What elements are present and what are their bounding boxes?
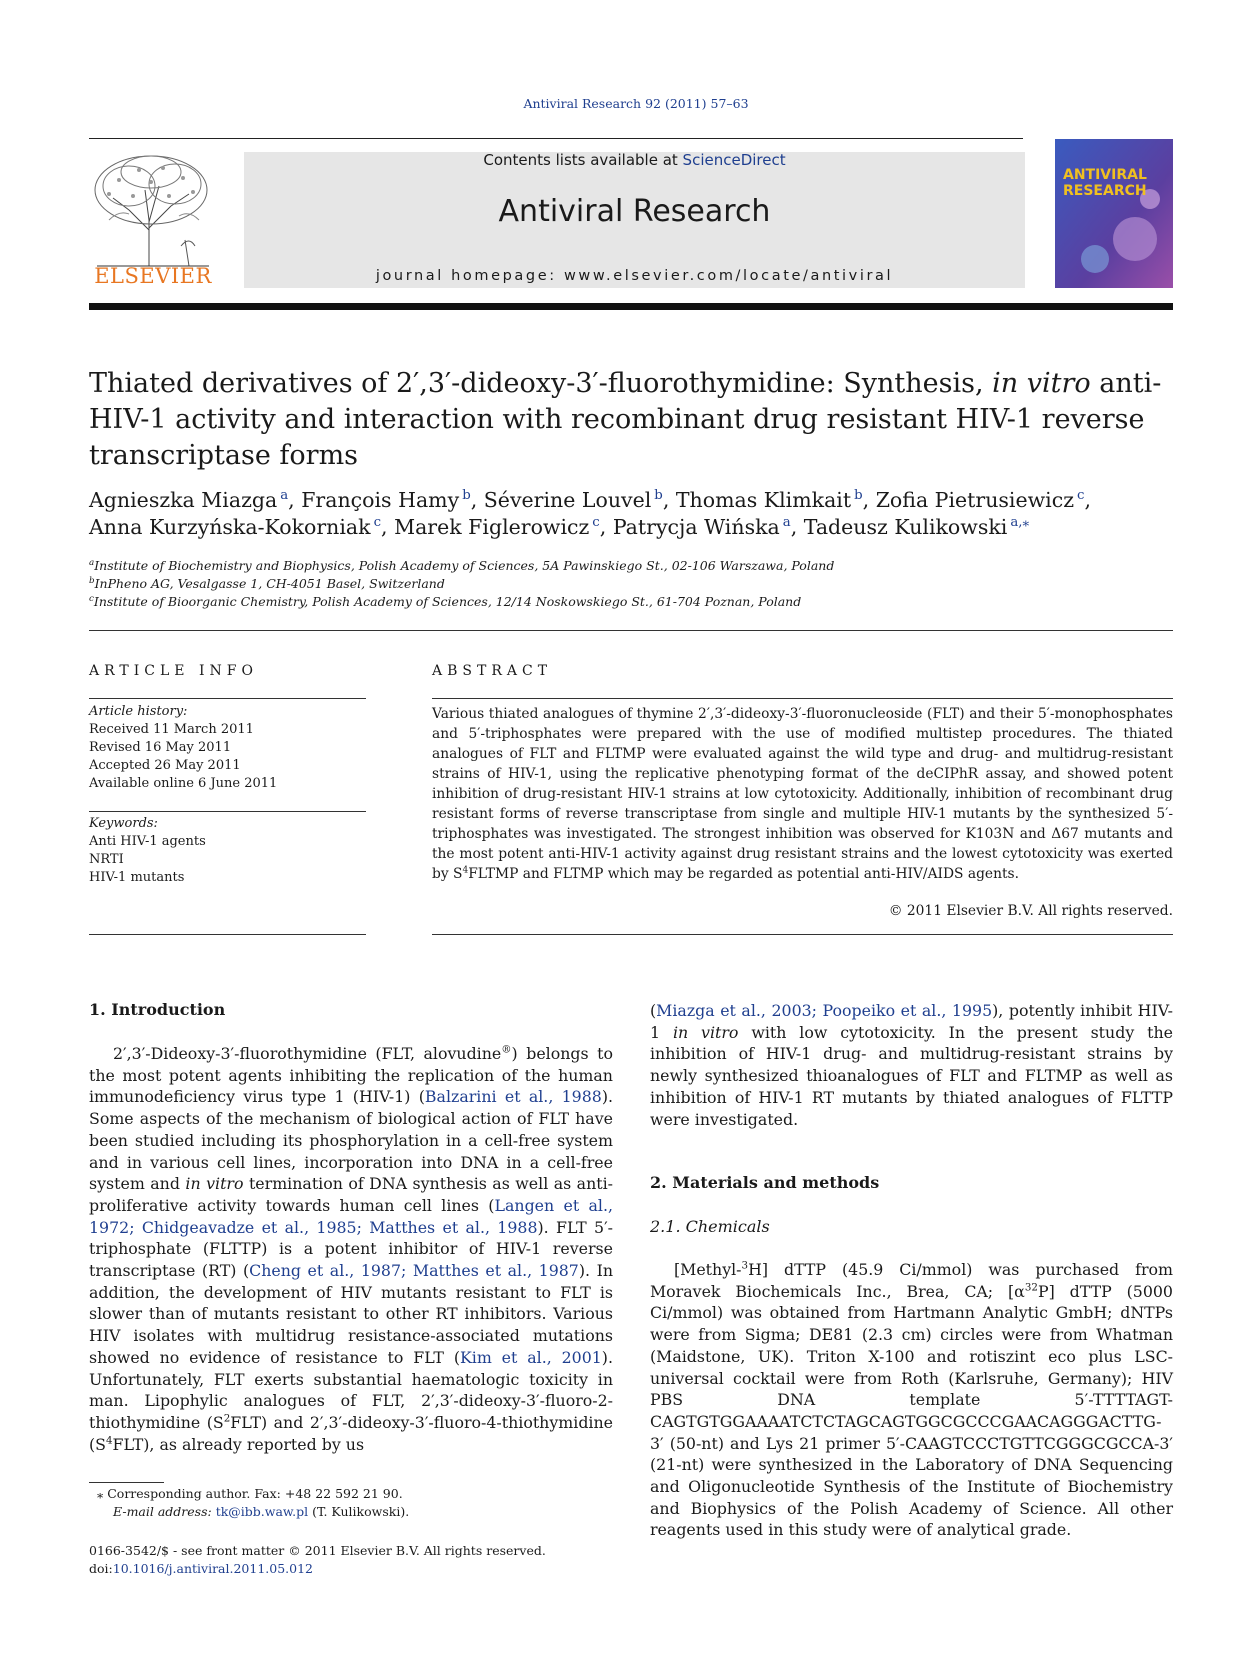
journal-cover-image [1055, 139, 1173, 288]
corresponding-author-marker[interactable]: ⁎ [1022, 515, 1030, 531]
author-separator: , [1084, 488, 1092, 512]
article-info-rule [89, 698, 366, 699]
cover-title-line2: RESEARCH [1063, 183, 1147, 199]
footnote-rule [89, 1482, 164, 1483]
author-affiliation-marker[interactable]: c [373, 515, 382, 531]
affiliation-key: a [89, 557, 95, 568]
article-history [89, 703, 366, 793]
affiliation-text: Institute of Biochemistry and Biophysics, Polish Academy of Sciences, 5A Pawinskiego St., 02-106 Warszawa, Poland [94, 558, 835, 573]
keyword-item: NRTI [89, 852, 124, 867]
abstract-end-rule [432, 934, 1173, 935]
author-separator: , [599, 515, 613, 539]
introduction-continued-paragraph: (Miazga et al., 2003; Poopeiko et al., 1995), potently inhibit HIV-1 in vitro with low cytotoxicity. In the present study the inhibition of HIV-1 drug- and multidrug-resistant strains by newly synthesized thioanalogues of FLT and FLTMP as well as inhibition of HIV-1 RT mutants by thiated analogues of FLTTP were investigated. [650, 1001, 1173, 1129]
author-name: Agnieszka Miazga [89, 488, 278, 512]
doi-link[interactable]: 10.1016/j.antiviral.2011.05.012 [112, 1561, 314, 1576]
methods-heading: 2. Materials and methods [650, 1173, 880, 1192]
author-separator: , [862, 488, 876, 512]
author-affiliation-marker[interactable]: c [592, 515, 600, 531]
article-title: Thiated derivatives of 2′,3′-dideoxy-3′-fluorothymidine: Synthesis, in vitro anti-HIV-1 activity and interaction with recombinant drug resistant HIV-1 reverse transcriptase forms [89, 368, 1162, 471]
keywords-block [89, 815, 366, 887]
author-name: Thomas Klimkait [675, 488, 852, 512]
corresponding-author-note: ⁎ Corresponding author. Fax: +48 22 592 21 90. [89, 1485, 613, 1503]
author-affiliation-marker[interactable]: a [782, 515, 791, 531]
tree-icon [89, 150, 217, 268]
author-name: Patrycja Wińska [612, 515, 780, 539]
keywords-rule [89, 811, 366, 812]
affiliation-text: InPheno AG, Vesalgasse 1, CH-4051 Basel, Switzerland [94, 576, 445, 591]
affiliation-key: b [89, 575, 95, 586]
author-affiliation-marker[interactable]: a, [1010, 515, 1023, 531]
history-item: Available online 6 June 2011 [89, 776, 278, 791]
elsevier-logo-text: ELSEVIER [94, 264, 212, 288]
author-name: Anna Kurzyńska-Kokorniak [89, 515, 371, 539]
contents-line [244, 151, 1025, 169]
email-link[interactable]: tk@ibb.waw.pl [215, 1504, 309, 1519]
doi-line: doi:10.1016/j.antiviral.2011.05.012 [89, 1561, 314, 1576]
chemicals-paragraph: [Methyl-$^3$H] dTTP (45.9 Ci/mmol) was purchased from Moravek Biochemicals Inc., Brea, CA; $[\alpha^{32}P]$ dTTP (5000 Ci/mmol) was obtained from Hartmann Analytic GmbH; dNTPs were from Sigma; DE81 (2.3 cm) circles were from Whatman (Maidstone, UK). Triton X-100 and rotiszint eco plus LSC-universal cocktail were from Roth (Karlsruhe, Germany); HIV PBS DNA template 5′-TTTTAGT-CAGTGTGGAAAATCTCTAGCAGTGGCGCCCGAACAGGGACTTG-3′ (50-nt) and Lys 21 primer 5′-CAAGTCCCTGTTCGGGCGCCA-3′ (21-nt) were synthesized in the Laboratory of DNA Sequencing and Oligonucleotide Synthesis of the Institute of Biochemistry and Biophysics of the Polish Academy of Science. All other reagents used in this study were of analytical grade. [650, 1259, 1173, 1540]
affiliation-line [89, 593, 1173, 611]
author-separator: , [470, 488, 484, 512]
journal-reference[interactable]: Antiviral Research 92 (2011) 57–63 [523, 96, 749, 111]
chemicals-subheading: 2.1. Chemicals [650, 1217, 770, 1236]
abstract-text: Various thiated analogues of thymine 2′,3′-dideoxy-3′-fluoronucleoside (FLT) and their 5′-monophosphates and 5′-triphosphates were prepared with the use of modified multistep procedures. The thiated analogues of FLT and FLTMP were evaluated against the wild type and drug- and multidrug-resistant strains of HIV-1, using the replicative phenotyping format of the deCIPhR assay, and showed potent inhibition of drug-resistant HIV-1 strains at low cytotoxicity. Additionally, inhibition of recombinant drug resistant forms of reverse transcriptase from single and multiple HIV-1 mutants by the synthesized 5′-triphosphates was investigated. The strongest inhibition was observed for K103N and Δ67 mutants and the most potent anti-HIV-1 activity against drug resistant strains and the lowest cytotoxicity was exerted by $S^4FLTMP$ and FLTMP which may be regarded as potential anti-HIV/AIDS agents. [432, 706, 1173, 882]
abstract-copyright: © 2011 Elsevier B.V. All rights reserved. [888, 903, 1173, 919]
affiliation-line [89, 557, 1173, 575]
history-item: Received 11 March 2011 [89, 722, 254, 737]
header-rule [89, 138, 1023, 139]
author-affiliation-marker[interactable]: b [654, 488, 663, 504]
journal-title: Antiviral Research [498, 194, 771, 229]
contents-prefix: Contents lists available at [483, 151, 683, 169]
cover-title-line1: ANTIVIRAL [1063, 167, 1147, 183]
citation-link[interactable]: Balzarini et al., 1988 [424, 1087, 602, 1107]
email-note: E-mail address: tk@ibb.waw.pl (T. Kulikowski). [113, 1504, 410, 1519]
header-heavy-rule [89, 303, 1173, 310]
article-info-heading: ARTICLE INFO [89, 663, 258, 679]
affiliation-line [89, 575, 1173, 593]
author-name: Tadeusz Kulikowski [803, 515, 1008, 539]
sciencedirect-link[interactable]: ScienceDirect [682, 151, 786, 169]
author-separator: , [662, 488, 676, 512]
footnote [89, 1485, 613, 1521]
citation-link[interactable]: Cheng et al., 1987; Matthes et al., 1987 [249, 1261, 579, 1281]
author-list [89, 487, 1173, 541]
issn-line: 0166-3542/$ - see front matter © 2011 Elsevier B.V. All rights reserved. [89, 1543, 546, 1558]
author-affiliation-marker[interactable]: a [280, 488, 289, 504]
keyword-item: Anti HIV-1 agents [89, 834, 206, 849]
keyword-item: HIV-1 mutants [89, 870, 185, 885]
citation-link[interactable]: Miazga et al., 2003; Poopeiko et al., 1995 [656, 1001, 993, 1020]
author-affiliation-marker[interactable]: c [1077, 488, 1085, 504]
author-affiliation-marker[interactable]: b [462, 488, 471, 504]
article-info-end-rule [89, 934, 366, 935]
keywords-list [89, 833, 366, 887]
keywords-label: Keywords: [89, 816, 158, 831]
affiliation-text: Institute of Bioorganic Chemistry, Polish Academy of Sciences, 12/14 Noskowskiego St., 61-704 Poznan, Poland [93, 594, 802, 609]
author-name: Zofia Pietrusiewicz [875, 488, 1075, 512]
citation-link[interactable]: Kim et al., 2001 [459, 1347, 602, 1367]
abstract-heading: ABSTRACT [432, 663, 553, 679]
footnote-star: ⁎ [97, 1486, 104, 1501]
affiliation-key: c [89, 593, 94, 604]
author-affiliation-marker[interactable]: b [854, 488, 863, 504]
history-label: Article history: [89, 704, 188, 719]
introduction-paragraph: 2′,3′-Dideoxy-3′-fluorothymidine (FLT, alovudine®) belongs to the most potent agents inhibiting the replication of the human immunodeficiency virus type 1 (HIV-1) (Balzarini et al., 1988). Some aspects of the mechanism of biological action of FLT have been studied including its phosphorylation in a cell-free system and in various cell lines, incorporation into DNA in a cell-free system and in vitro termination of DNA synthesis as well as anti-proliferative activity towards human cell lines (Langen et al., 1972; Chidgeavadze et al., 1985; Matthes et al., 1988). FLT 5′-triphosphate (FLTTP) is a potent inhibitor of HIV-1 reverse transcriptase (RT) (Cheng et al., 1987; Matthes et al., 1987). In addition, the development of HIV mutants resistant to FLT is slower than of mutants resistant to other RT inhibitors. Various HIV isolates with multidrug resistance-associated mutations showed no evidence of resistance to FLT (Kim et al., 2001). Unfortunately, FLT exerts substantial haematologic toxicity in man. Lipophylic analogues of FLT, 2′,3′-dideoxy-3′-fluoro-2-thiothymidine $(S^2FLT)$ and 2′,3′-dideoxy-3′-fluoro-4-thiothymidine $(S^4FLT)$, as already reported by us [89, 1043, 614, 1454]
author-name: Séverine Louvel [483, 488, 652, 512]
section-rule [89, 630, 1173, 631]
bottom-meta [89, 1542, 689, 1578]
history-list [89, 721, 366, 793]
affiliations [89, 557, 1173, 611]
author-separator: , [381, 515, 395, 539]
author-name: Marek Figlerowicz [394, 515, 590, 539]
author-separator: , [790, 515, 804, 539]
history-item: Accepted 26 May 2011 [89, 758, 241, 773]
author-separator: , [288, 488, 302, 512]
author-name: François Hamy [301, 488, 460, 512]
abstract-rule [432, 698, 1173, 699]
journal-homepage[interactable]: journal homepage: www.elsevier.com/locate/antiviral [375, 268, 894, 284]
introduction-heading: 1. Introduction [89, 1000, 226, 1019]
citation-link[interactable]: Langen et al., 1972; Chidgeavadze et al., 1985; Matthes et al., 1988 [89, 1195, 613, 1237]
history-item: Revised 16 May 2011 [89, 740, 232, 755]
